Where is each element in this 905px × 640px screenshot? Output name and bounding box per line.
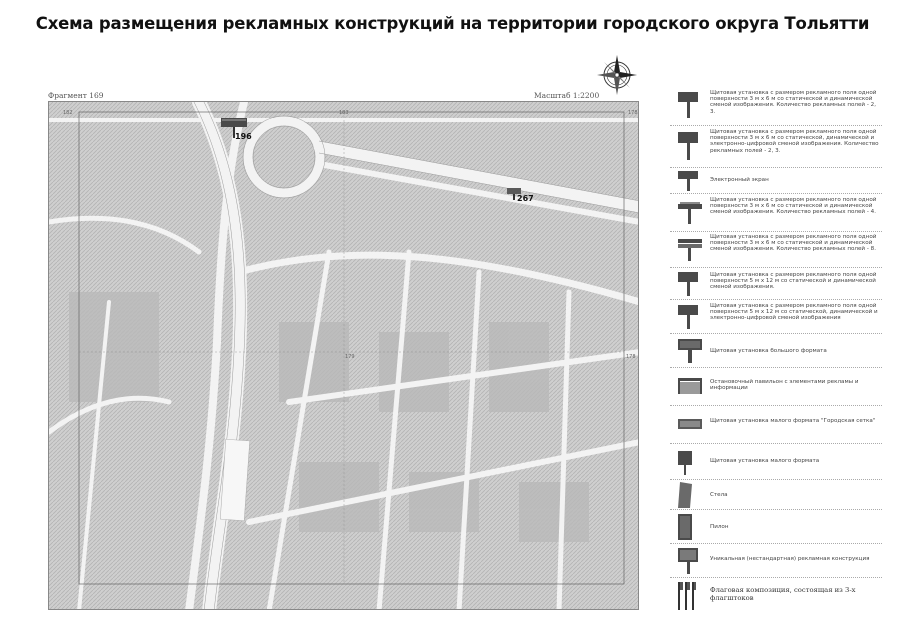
billboard-3x6-four-fields-icon	[678, 202, 702, 224]
bus-stop-pavilion-icon	[678, 378, 702, 394]
billboard-3x6-digital-icon	[678, 132, 698, 160]
large-format-billboard-icon	[678, 339, 702, 363]
legend-item: Уникальная (нестандартная) рекламная конструкция	[670, 544, 882, 578]
legend-item: Пилон	[670, 510, 882, 544]
legend-item: Щитовая установка с размером рекламного поля одной поверхности 3 м х 6 м со статической и динамической сменой изображения. Количество рекламных полей - 8.	[670, 232, 882, 268]
legend-item: Щитовая установка большого формата	[670, 334, 882, 368]
grid-number: 178	[626, 354, 636, 360]
unique-construction-icon	[678, 548, 698, 574]
grid-number: 178	[628, 110, 638, 116]
flag-composition-icon	[678, 582, 696, 610]
city-format-icon	[678, 419, 702, 429]
legend-item: Остановочный павильон с элементами рекламы и информации	[670, 368, 882, 406]
billboard-3x6-eight-fields-icon	[678, 239, 702, 261]
page-title: Схема размещения рекламных конструкций на территории городского округа Тольятти	[35, 14, 870, 33]
map-fragment[interactable]	[48, 101, 639, 610]
billboard-3x6-static-icon	[678, 92, 698, 118]
map-canvas	[49, 102, 639, 610]
stele-icon	[678, 482, 692, 508]
legend-item: Щитовая установка с размером рекламного поля одной поверхности 5 м х 12 м со статической, динамической и электронно-цифровой сменой изображения	[670, 300, 882, 334]
legend-item: Флаговая композиция, состоящая из 3-х флагштоков	[670, 578, 882, 610]
legend-item: Щитовая установка с размером рекламного поля одной поверхности 3 м х 6 м со статической и динамической сменой изображения. Количество рекламных полей - 4.	[670, 194, 882, 232]
grid-number: 179	[345, 354, 355, 360]
legend-item: Щитовая установка малого формата	[670, 444, 882, 480]
legend-item: Электронный экран	[670, 168, 882, 194]
fragment-label: Фрагмент 169	[48, 91, 104, 100]
billboard-5x12-static-icon	[678, 272, 698, 296]
compass-rose-icon	[596, 54, 638, 96]
legend-item: Стела	[670, 480, 882, 510]
legend-item: Щитовая установка с размером рекламного поля одной поверхности 3 м х 6 м со статической, динамической и электронно-цифровой сменой изображения. Количество рекламных полей - 2, 3.	[670, 126, 882, 168]
scale-label: Масштаб 1:2200	[534, 91, 600, 100]
grid-number: 182	[63, 110, 73, 116]
legend-item: Щитовая установка с размером рекламного поля одной поверхности 3 м х 6 м со статической и динамической сменой изображения. Количество рекламных полей - 2, 3.	[670, 86, 882, 126]
legend-item: Щитовая установка малого формата "Городская сетка"	[670, 406, 882, 444]
marker-number: 196	[235, 132, 252, 141]
grid-number: 183	[339, 110, 349, 116]
billboard-5x12-digital-icon	[678, 305, 698, 329]
electronic-screen-icon	[678, 171, 698, 191]
marker-number: 267	[517, 194, 534, 203]
small-format-billboard-icon	[678, 451, 692, 475]
legend-item: Щитовая установка с размером рекламного поля одной поверхности 5 м х 12 м со статической и динамической сменой изображения.	[670, 268, 882, 300]
pylon-icon	[678, 514, 692, 540]
